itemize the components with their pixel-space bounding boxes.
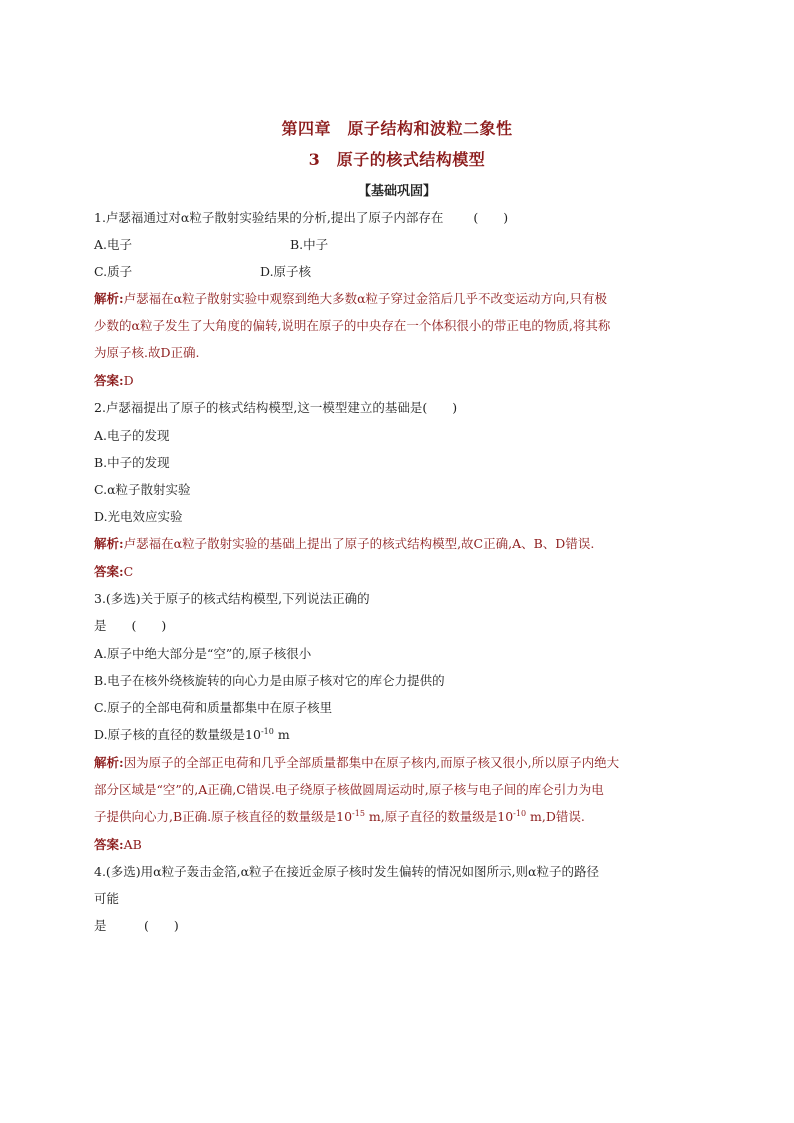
question-1-text: 1.卢瑟福通过对α粒子散射实验结果的分析,提出了原子内部存在 — [94, 210, 444, 225]
answer-value: AB — [123, 837, 142, 852]
section-header: 【基础巩固】 — [357, 184, 436, 199]
question-3-option-a: A.原子中绝大部分是“空”的,原子核很小 — [94, 646, 312, 661]
analysis-text: 卢瑟福在α粒子散射实验中观察到绝大多数α粒子穿过金箔后几乎不改变运动方向,只有极 — [123, 291, 607, 306]
exponent: -15 — [352, 808, 365, 818]
answer-label: 答案: — [94, 837, 124, 852]
question-3-option-c: C.原子的全部电荷和质量都集中在原子核里 — [94, 700, 333, 715]
question-1-blank: ( ) — [473, 210, 509, 225]
question-1-answer — [94, 367, 704, 394]
answer-label: 答案: — [94, 564, 124, 579]
question-1-option-d: D.原子核 — [260, 264, 312, 279]
question-3-stem-line-2: 是 ( ) — [94, 618, 167, 633]
question-2-option-a: A.电子的发现 — [94, 428, 170, 443]
question-3-analysis-line-1 — [94, 749, 704, 776]
answer-label: 答案: — [94, 373, 124, 388]
question-2-answer — [94, 558, 704, 585]
analysis-text: m,原子直径的数量级是10 — [364, 809, 514, 824]
unit: m — [273, 727, 290, 742]
question-4-stem-line-3: 是 ( ) — [94, 918, 179, 933]
analysis-text: 因为原子的全部正电荷和几乎全部质量都集中在原子核内,而原子核又很小,所以原子内绝大 — [123, 755, 620, 770]
analysis-label: 解析: — [94, 755, 124, 770]
question-4-stem-line-1: 4.(多选)用α粒子轰击金箔,α粒子在接近金原子核时发生偏转的情况如图所示,则α粒子的路径 — [94, 864, 599, 879]
answer-value: C — [123, 564, 134, 579]
question-4-stem-line-2: 可能 — [94, 891, 120, 906]
exponent: -10 — [260, 726, 274, 736]
section-title: 3 原子的核式结构模型 — [308, 150, 486, 169]
question-3-answer — [94, 831, 704, 858]
question-1-option-b: B.中子 — [290, 237, 329, 252]
analysis-label: 解析: — [94, 291, 124, 306]
question-3-analysis-line-2: 部分区域是“空”的,A正确,C错误.电子绕原子核做圆周运动时,原子核与电子间的库仑引力为电 — [94, 782, 604, 797]
analysis-text: 卢瑟福在α粒子散射实验的基础上提出了原子的核式结构模型,故C正确,A、B、D错误. — [123, 536, 595, 551]
question-1-analysis-line-1 — [94, 285, 704, 312]
question-1-analysis-line-3: 为原子核.故D正确. — [94, 345, 200, 360]
question-2-option-c: C.α粒子散射实验 — [94, 482, 191, 497]
question-3-stem-line-1: 3.(多选)关于原子的核式结构模型,下列说法正确的 — [94, 591, 370, 606]
question-2-stem: 2.卢瑟福提出了原子的核式结构模型,这一模型建立的基础是( ) — [94, 400, 458, 415]
question-2-option-b: B.中子的发现 — [94, 455, 170, 470]
answer-value: D — [123, 373, 134, 388]
analysis-text: m,D错误. — [526, 809, 585, 824]
chapter-title: 第四章 原子结构和波粒二象性 — [281, 119, 513, 138]
question-3-option-d — [94, 721, 290, 748]
analysis-label: 解析: — [94, 536, 124, 551]
option-text: D.原子核的直径的数量级是10 — [94, 727, 261, 742]
question-1-option-c: C.质子 — [94, 264, 133, 279]
question-1-option-a: A.电子 — [94, 237, 133, 252]
exponent: -10 — [513, 808, 527, 818]
question-1-stem — [94, 204, 704, 231]
question-3-option-b: B.电子在核外绕核旋转的向心力是由原子核对它的库仑力提供的 — [94, 673, 445, 688]
question-2-analysis — [94, 530, 704, 557]
question-1-analysis-line-2: 少数的α粒子发生了大角度的偏转,说明在原子的中央存在一个体积很小的带正电的物质,将其称 — [94, 318, 611, 333]
analysis-text: 子提供向心力,B正确.原子核直径的数量级是10 — [94, 809, 353, 824]
question-3-analysis-line-3 — [94, 803, 704, 830]
question-2-option-d: D.光电效应实验 — [94, 509, 183, 524]
